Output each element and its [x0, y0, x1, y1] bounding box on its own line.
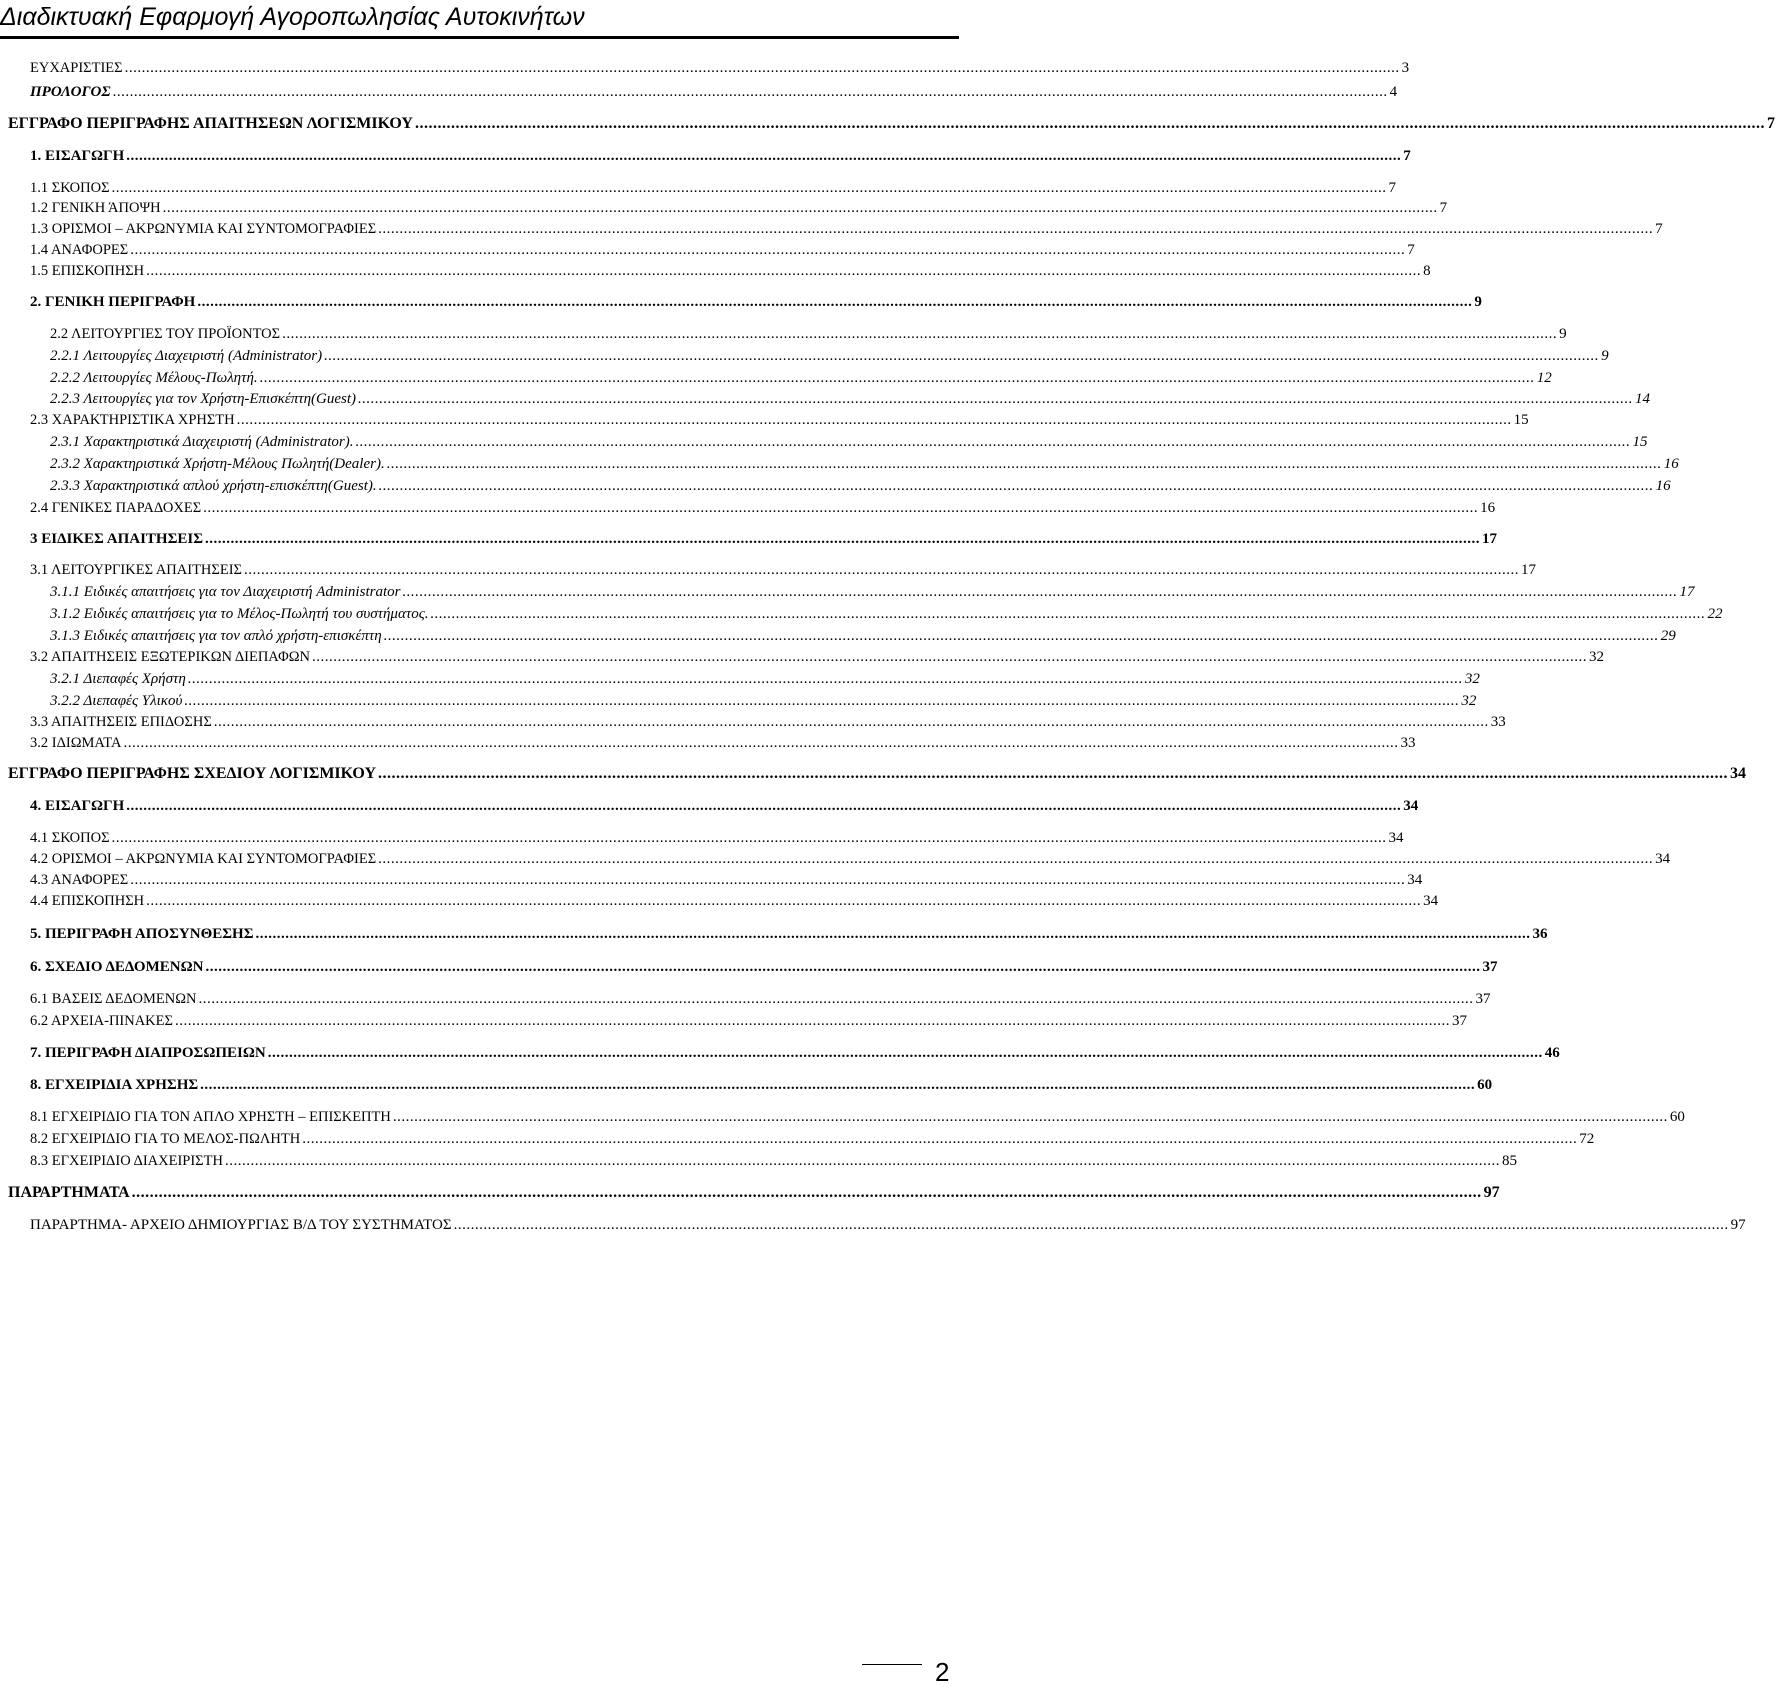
toc-entry-title: 1.5 ΕΠΙΣΚΟΠΗΣΗ	[30, 263, 145, 279]
toc-page-number: 15	[1513, 412, 1529, 428]
toc-entry-title: 6. ΣΧΕΔΙΟ ΔΕΔΟΜΕΝΩΝ	[30, 959, 204, 975]
document-header-title: Διαδικτυακή Εφαρμογή Αγοροπωλησίας Αυτοκινήτων	[0, 3, 585, 31]
toc-entry-title: ΠΡΟΛΟΓΟΣ	[30, 84, 111, 100]
toc-page-number: 15	[1632, 434, 1648, 450]
toc-entry[interactable]	[0, 922, 1548, 946]
toc-page-number: 16	[1480, 500, 1496, 516]
toc-page-number: 9	[1601, 348, 1609, 364]
toc-page-number: 7	[1766, 115, 1775, 132]
toc-page-number: 97	[1730, 1217, 1746, 1233]
toc-entry-title: 2.4 ΓΕΝΙΚΕΣ ΠΑΡΑΔΟΧΕΣ	[30, 500, 202, 516]
toc-page-number: 17	[1520, 562, 1536, 578]
toc-dot-leader: ............................................................................................................................................................................................................................................................................................................	[282, 326, 1558, 342]
toc-entry-title: 3.2.1 Διεπαφές Χρήστη	[50, 671, 186, 687]
toc-entry[interactable]	[0, 645, 1605, 669]
toc-dot-leader: ............................................................................................................................................................................................................................................................................................................	[126, 148, 1402, 164]
toc-page-number: 9	[1474, 294, 1482, 310]
toc-page-number: 14	[1635, 391, 1651, 407]
toc-page-number: 16	[1655, 478, 1671, 494]
toc-page-number: 29	[1660, 628, 1676, 644]
toc-dot-leader: ............................................................................................................................................................................................................................................................................................................	[111, 180, 1387, 196]
toc-entry[interactable]	[0, 56, 1410, 80]
toc-entry[interactable]	[0, 496, 1496, 520]
toc-entry[interactable]	[0, 889, 1439, 913]
toc-entry-title: 8.2 ΕΓΧΕΙΡΙΔΙΟ ΓΙΑ ΤΟ ΜΕΛΟΣ-ΠΩΛΗΤΗ	[30, 1131, 301, 1147]
toc-page-number: 32	[1461, 693, 1477, 709]
toc-dot-leader: ............................................................................................................................................................................................................................................................................................................	[402, 584, 1678, 600]
toc-entry-title: 6.2 ΑΡΧΕΙΑ-ΠΙΝΑΚΕΣ	[30, 1013, 173, 1029]
toc-dot-leader: ............................................................................................................................................................................................................................................................................................................	[414, 115, 1765, 132]
toc-page-number: 33	[1490, 714, 1506, 730]
toc-dot-leader: ............................................................................................................................................................................................................................................................................................................	[205, 531, 1481, 547]
toc-dot-leader: ............................................................................................................................................................................................................................................................................................................	[198, 991, 1474, 1007]
toc-entry-title: 1.2 ΓΕΝΙΚΗ ΆΠΟΨΗ	[30, 200, 161, 216]
toc-entry-title: 4.3 ΑΝΑΦΟΡΕΣ	[30, 872, 129, 888]
toc-page-number: 34	[1407, 872, 1423, 888]
toc-entry-title: 2. ΓΕΝΙΚΗ ΠΕΡΙΓΡΑΦΗ	[30, 294, 196, 310]
toc-entry-title: 3.1.3 Ειδικές απαιτήσεις για τον απλό χρήστη-επισκέπτη	[50, 628, 382, 644]
toc-page-number: 3	[1401, 60, 1410, 76]
toc-dot-leader: ............................................................................................................................................................................................................................................................................................................	[130, 872, 1406, 888]
toc-page-number: 37	[1482, 959, 1498, 975]
toc-entry[interactable]	[0, 955, 1498, 979]
toc-entry-title: 2.3.3 Χαρακτηριστικά απλού χρήστη-επισκέπτη(Guest).	[50, 478, 377, 494]
toc-dot-leader: ............................................................................................................................................................................................................................................................................................................	[392, 1109, 1668, 1125]
toc-entry-title: 2.3.1 Χαρακτηριστικά Διαχειριστή (Administrator).	[50, 434, 354, 450]
toc-entry-title: 2.3 ΧΑΡΑΚΤΗΡΙΣΤΙΚΑ ΧΡΗΣΤΗ	[30, 412, 235, 428]
toc-dot-leader: ............................................................................................................................................................................................................................................................................................................	[130, 242, 1406, 258]
toc-entry[interactable]	[0, 80, 1398, 104]
toc-dot-leader: ............................................................................................................................................................................................................................................................................................................	[203, 500, 1479, 516]
toc-entry[interactable]	[0, 794, 1419, 818]
toc-page-number: 34	[1388, 830, 1404, 846]
toc-dot-leader: ............................................................................................................................................................................................................................................................................................................	[378, 478, 1654, 494]
toc-page-number: 7	[1439, 200, 1448, 216]
toc-dot-leader: ............................................................................................................................................................................................................................................................................................................	[123, 735, 1399, 751]
toc-entry-title: 2.2.2 Λειτουργίες Μέλους-Πωλητή.	[50, 370, 258, 386]
toc-entry-title: 7. ΠΕΡΙΓΡΑΦΗ ΔΙΑΠΡΟΣΩΠΕΙΩΝ	[30, 1045, 266, 1061]
toc-dot-leader: ............................................................................................................................................................................................................................................................................................................	[131, 1184, 1482, 1201]
toc-entry-title: ΕΓΓΡΑΦΟ ΠΕΡΙΓΡΑΦΗΣ ΣΧΕΔΙΟΥ ΛΟΓΙΣΜΙΚΟΥ	[8, 765, 376, 782]
toc-page-number: 60	[1477, 1077, 1493, 1093]
toc-dot-leader: ............................................................................................................................................................................................................................................................................................................	[205, 959, 1481, 975]
toc-entry-title: ΕΓΓΡΑΦΟ ΠΕΡΙΓΡΑΦΗΣ ΑΠΑΙΤΗΣΕΩΝ ΛΟΓΙΣΜΙΚΟΥ	[8, 115, 413, 132]
toc-dot-leader: ............................................................................................................................................................................................................................................................................................................	[224, 1153, 1500, 1169]
toc-entry-title: ΠΑΡΑΡΤΗΜΑΤΑ	[8, 1184, 130, 1201]
toc-page-number: 34	[1655, 851, 1671, 867]
toc-page-number: 37	[1451, 1013, 1467, 1029]
toc-entry[interactable]	[0, 1213, 1746, 1237]
toc-dot-leader: ............................................................................................................................................................................................................................................................................................................	[312, 649, 1588, 665]
toc-dot-leader: ............................................................................................................................................................................................................................................................................................................	[324, 348, 1600, 364]
toc-entry-title: 2.2 ΛΕΙΤΟΥΡΓΙΕΣ ΤΟΥ ΠΡΟΪΟΝΤΟΣ	[50, 326, 281, 342]
toc-entry[interactable]	[0, 430, 1648, 454]
toc-page-number: 36	[1532, 926, 1548, 942]
toc-dot-leader: ............................................................................................................................................................................................................................................................................................................	[162, 200, 1438, 216]
toc-page-number: 34	[1423, 893, 1439, 909]
toc-dot-leader: ............................................................................................................................................................................................................................................................................................................	[302, 1131, 1578, 1147]
toc-dot-leader: ............................................................................................................................................................................................................................................................................................................	[174, 1013, 1450, 1029]
toc-entry-title: 3.1 ΛΕΙΤΟΥΡΓΙΚΕΣ ΑΠΑΙΤΗΣΕΙΣ	[30, 562, 242, 578]
toc-entry-title: 3.1.2 Ειδικές απαιτήσεις για το Μέλος-Πωλητή του συστήματος.	[50, 606, 429, 622]
toc-page-number: 7	[1655, 221, 1663, 237]
toc-entry[interactable]	[0, 1009, 1467, 1033]
toc-entry[interactable]	[0, 527, 1498, 551]
toc-dot-leader: ............................................................................................................................................................................................................................................................................................................	[187, 671, 1463, 687]
toc-entry-title: 4.4 ΕΠΙΣΚΟΠΗΣΗ	[30, 893, 145, 909]
toc-entry[interactable]	[0, 322, 1567, 346]
toc-dot-leader: ............................................................................................................................................................................................................................................................................................................	[146, 893, 1422, 909]
toc-entry[interactable]	[0, 580, 1695, 604]
toc-entry[interactable]	[0, 408, 1529, 432]
toc-page-number: 46	[1544, 1045, 1560, 1061]
toc-dot-leader: ............................................................................................................................................................................................................................................................................................................	[184, 693, 1460, 709]
toc-entry[interactable]	[0, 731, 1416, 755]
toc-entry-title: 1. ΕΙΣΑΓΩΓΗ	[30, 148, 125, 164]
toc-entry[interactable]	[0, 667, 1480, 691]
toc-entry[interactable]	[0, 762, 1746, 786]
toc-page-number: 34	[1730, 765, 1746, 782]
toc-dot-leader: ............................................................................................................................................................................................................................................................................................................	[259, 370, 1535, 386]
toc-page-number: 7	[1403, 148, 1411, 164]
footer-divider	[862, 1664, 922, 1665]
page-number: 2	[935, 1657, 950, 1687]
toc-entry-title: 8.3 ΕΓΧΕΙΡΙΔΙΟ ΔΙΑΧΕΙΡΙΣΤΗ	[30, 1153, 223, 1169]
toc-page-number: 17	[1482, 531, 1498, 547]
toc-entry[interactable]	[0, 112, 1775, 136]
toc-entry-title: 5. ΠΕΡΙΓΡΑΦΗ ΑΠΟΣΥΝΘΕΣΗΣ	[30, 926, 254, 942]
toc-entry-title: 2.3.2 Χαρακτηριστικά Χρήστη-Μέλους Πωλητή(Dealer).	[50, 456, 385, 472]
toc-dot-leader: ............................................................................................................................................................................................................................................................................................................	[236, 412, 1512, 428]
toc-entry-title: 4. ΕΙΣΑΓΩΓΗ	[30, 798, 125, 814]
toc-page-number: 32	[1589, 649, 1605, 665]
toc-page-number: 7	[1388, 180, 1397, 196]
toc-dot-leader: ............................................................................................................................................................................................................................................................................................................	[255, 926, 1531, 942]
toc-page-number: 12	[1536, 370, 1552, 386]
toc-entry[interactable]	[0, 558, 1536, 582]
toc-page-number: 9	[1559, 326, 1567, 342]
toc-entry-title: ΕΥΧΑΡΙΣΤΙΕΣ	[30, 60, 123, 76]
toc-entry-title: 3.2 ΑΠΑΙΤΗΣΕΙΣ ΕΞΩΤΕΡΙΚΩΝ ΔΙΕΠΑΦΩΝ	[30, 649, 311, 665]
toc-dot-leader: ............................................................................................................................................................................................................................................................................................................	[146, 263, 1422, 279]
toc-entry-title: 3.2 ΙΔΙΩΜΑΤΑ	[30, 735, 122, 751]
toc-entry[interactable]	[0, 602, 1723, 626]
toc-entry-title: 1.4 ΑΝΑΦΟΡΕΣ	[30, 242, 129, 258]
toc-dot-leader: ............................................................................................................................................................................................................................................................................................................	[124, 60, 1400, 76]
toc-dot-leader: ............................................................................................................................................................................................................................................................................................................	[430, 606, 1706, 622]
toc-dot-leader: ............................................................................................................................................................................................................................................................................................................	[378, 765, 1728, 782]
toc-page-number: 7	[1407, 242, 1415, 258]
toc-dot-leader: ............................................................................................................................................................................................................................................................................................................	[112, 84, 1388, 100]
toc-page-number: 16	[1663, 456, 1679, 472]
toc-entry-title: 2.2.1 Λειτουργίες Διαχειριστή (Administrator)	[50, 348, 323, 364]
toc-entry[interactable]	[0, 344, 1609, 368]
toc-dot-leader: ............................................................................................................................................................................................................................................................................................................	[383, 628, 1659, 644]
toc-page-number: 97	[1483, 1184, 1500, 1201]
toc-dot-leader: ............................................................................................................................................................................................................................................................................................................	[378, 851, 1654, 867]
toc-entry[interactable]	[0, 1041, 1560, 1065]
toc-dot-leader: ............................................................................................................................................................................................................................................................................................................	[197, 294, 1473, 310]
toc-dot-leader: ............................................................................................................................................................................................................................................................................................................	[200, 1077, 1476, 1093]
toc-page-number: 85	[1501, 1153, 1517, 1169]
toc-entry[interactable]	[0, 474, 1671, 498]
toc-entry[interactable]	[0, 290, 1482, 314]
toc-entry-title: 8.1 ΕΓΧΕΙΡΙΔΙΟ ΓΙΑ ΤΟΝ ΑΠΛΟ ΧΡΗΣΤΗ – ΕΠΙΣΚΕΠΤΗ	[30, 1109, 391, 1125]
toc-dot-leader: ............................................................................................................................................................................................................................................................................................................	[111, 830, 1387, 846]
toc-page-number: 22	[1707, 606, 1723, 622]
toc-entry[interactable]	[0, 987, 1491, 1011]
toc-entry[interactable]	[0, 1127, 1595, 1151]
toc-entry-title: 2.2.3 Λειτουργίες για τον Χρήστη-Επισκέπτη(Guest)	[50, 391, 357, 407]
toc-entry[interactable]	[0, 1181, 1500, 1205]
toc-entry[interactable]	[0, 452, 1679, 476]
toc-entry[interactable]	[0, 259, 1431, 283]
toc-entry-title: 1.1 ΣΚΟΠΟΣ	[30, 180, 110, 196]
toc-entry[interactable]	[0, 1105, 1685, 1129]
toc-page-number: 60	[1669, 1109, 1685, 1125]
toc-entry-title: 8. ΕΓΧΕΙΡΙΔΙΑ ΧΡΗΣΗΣ	[30, 1077, 199, 1093]
toc-entry-title: 3.1.1 Ειδικές απαιτήσεις για τον Διαχειριστή Administrator	[50, 584, 401, 600]
toc-dot-leader: ............................................................................................................................................................................................................................................................................................................	[453, 1217, 1729, 1233]
toc-entry[interactable]	[0, 1149, 1517, 1173]
toc-page-number: 17	[1679, 584, 1695, 600]
toc-entry-title: 4.2 ΟΡΙΣΜΟΙ – ΑΚΡΩΝΥΜΙΑ ΚΑΙ ΣΥΝΤΟΜΟΓΡΑΦΙΕΣ	[30, 851, 377, 867]
toc-dot-leader: ............................................................................................................................................................................................................................................................................................................	[267, 1045, 1543, 1061]
toc-page-number: 8	[1423, 263, 1431, 279]
toc-entry[interactable]	[0, 1073, 1493, 1097]
toc-entry-title: ΠΑΡΑΡΤΗΜΑ- ΑΡΧΕΙΟ ΔΗΜΙΟΥΡΓΙΑΣ Β/Δ ΤΟΥ ΣΥΣΤΗΜΑΤΟΣ	[30, 1217, 452, 1233]
toc-page-number: 4	[1389, 84, 1398, 100]
toc-entry-title: 3 ΕΙΔΙΚΕΣ ΑΠΑΙΤΗΣΕΙΣ	[30, 531, 204, 547]
toc-dot-leader: ............................................................................................................................................................................................................................................................................................................	[126, 798, 1402, 814]
toc-entry-title: 6.1 ΒΑΣΕΙΣ ΔΕΔΟΜΕΝΩΝ	[30, 991, 197, 1007]
toc-entry-title: 3.2.2 Διεπαφές Υλικού	[50, 693, 183, 709]
toc-page-number: 34	[1403, 798, 1419, 814]
toc-page-number: 32	[1464, 671, 1480, 687]
toc-entry-title: 3.3 ΑΠΑΙΤΗΣΕΙΣ ΕΠΙΔΟΣΗΣ	[30, 714, 212, 730]
toc-dot-leader: ............................................................................................................................................................................................................................................................................................................	[386, 456, 1662, 472]
toc-dot-leader: ............................................................................................................................................................................................................................................................................................................	[358, 391, 1634, 407]
toc-dot-leader: ............................................................................................................................................................................................................................................................................................................	[355, 434, 1631, 450]
toc-page-number: 72	[1579, 1131, 1595, 1147]
toc-dot-leader: ............................................................................................................................................................................................................................................................................................................	[243, 562, 1519, 578]
toc-entry-title: 1.3 ΟΡΙΣΜΟΙ – ΑΚΡΩΝΥΜΙΑ ΚΑΙ ΣΥΝΤΟΜΟΓΡΑΦΙΕΣ	[30, 221, 377, 237]
toc-page-number: 37	[1475, 991, 1491, 1007]
toc-dot-leader: ............................................................................................................................................................................................................................................................................................................	[213, 714, 1489, 730]
toc-entry[interactable]	[0, 144, 1411, 168]
toc-page-number: 33	[1400, 735, 1416, 751]
toc-dot-leader: ............................................................................................................................................................................................................................................................................................................	[378, 221, 1654, 237]
toc-entry-title: 4.1 ΣΚΟΠΟΣ	[30, 830, 110, 846]
